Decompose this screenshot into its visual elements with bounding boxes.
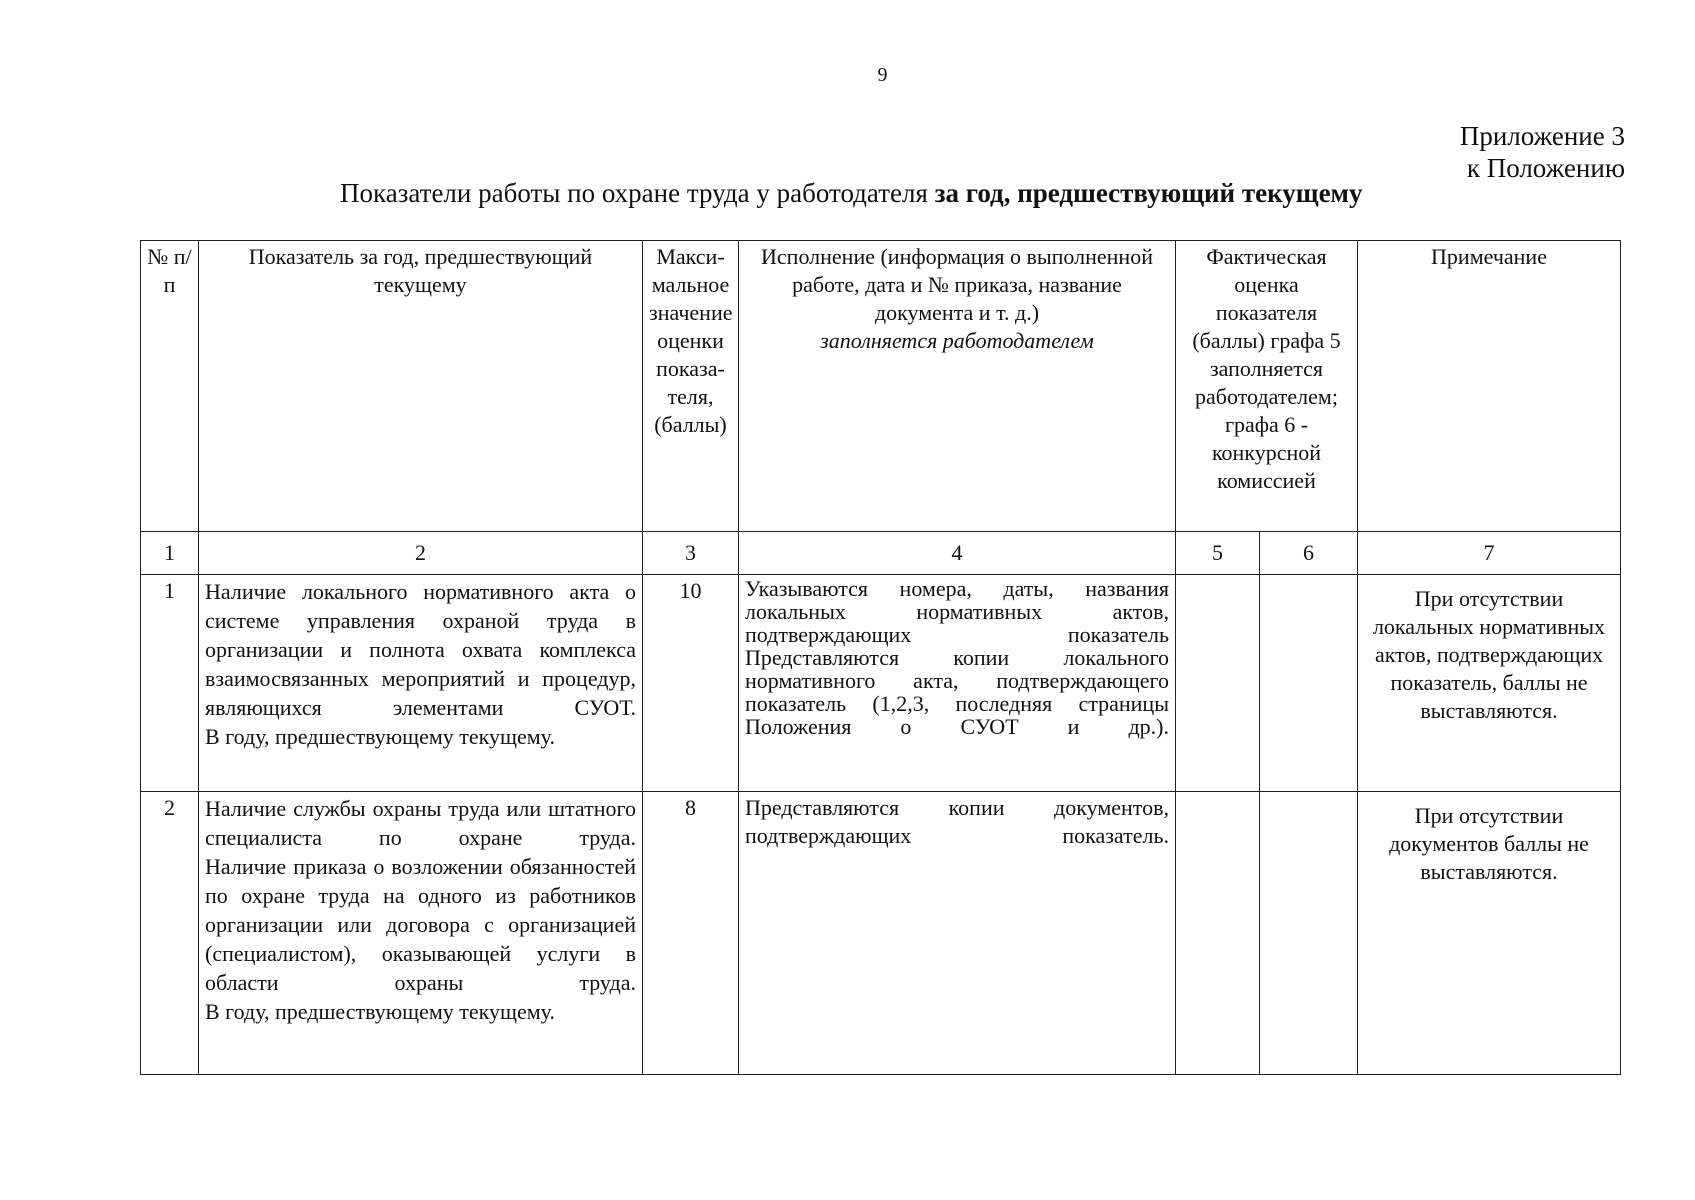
document-title	[340, 178, 1362, 209]
indicator-paragraph: В году, предшествующему текущему.	[205, 724, 555, 749]
row-col6-score	[1260, 792, 1358, 1075]
row-indicator	[199, 575, 643, 792]
row-num: 1	[141, 575, 199, 792]
table-row	[141, 792, 1621, 1075]
row-num: 2	[141, 792, 199, 1075]
column-number: 5	[1176, 532, 1260, 575]
appendix-line-1: Приложение 3	[1459, 121, 1625, 151]
title-normal: Показатели работы по охране труда у работодателя	[340, 178, 935, 208]
header-actual-score: Фактическая оценка показателя (баллы) графа 5 заполняется работодателем; графа 6 - конкурсной комиссией	[1176, 241, 1358, 532]
indicator-paragraph: В году, предшествующему текущему.	[205, 999, 555, 1024]
header-execution-italic: заполняется работодателем	[820, 328, 1094, 353]
indicator-paragraph: Наличие локального нормативного акта о системе управления охраной труда в организации и полнота охвата комплекса взаимосвязанных мероприятий и процедур, являющихся элементами СУОТ.	[205, 579, 636, 720]
column-number: 1	[141, 532, 199, 575]
row-col5-score	[1176, 792, 1260, 1075]
row-note: При отсутствии локальных нормативных актов, подтверждающих показатель, баллы не выставляются.	[1358, 575, 1621, 792]
header-indicator: Показатель за год, предшествующий текущему	[199, 241, 643, 532]
row-max-score: 8	[643, 792, 739, 1075]
indicator-paragraph: Наличие службы охраны труда или штатного специалиста по охране труда.	[205, 796, 636, 850]
row-indicator	[199, 792, 643, 1075]
row-max-score: 10	[643, 575, 739, 792]
header-note: Примечание	[1358, 241, 1621, 532]
row-col6-score	[1260, 575, 1358, 792]
column-number-row	[141, 532, 1621, 575]
column-number: 2	[199, 532, 643, 575]
indicator-paragraph: Наличие приказа о возложении обязанностей по охране труда на одного из работников организации или договора с организацией (специалистом), оказывающей услуги в области охраны труда.	[205, 854, 636, 995]
header-execution	[739, 241, 1176, 532]
header-max: Макси-мальное значение оценки показа-теля, (баллы)	[643, 241, 739, 532]
row-col5-score	[1176, 575, 1260, 792]
column-number: 7	[1358, 532, 1621, 575]
column-number: 3	[643, 532, 739, 575]
column-number: 6	[1260, 532, 1358, 575]
table-row	[141, 575, 1621, 792]
appendix-label	[1460, 120, 1625, 184]
header-num: № п/п	[141, 241, 199, 532]
row-execution: Представляются копии документов, подтверждающих показатель.	[739, 792, 1176, 1075]
indicators-table	[140, 240, 1621, 1075]
header-execution-main: Исполнение (информация о выполненной работе, дата и № приказа, название документа и т. д.)	[761, 244, 1153, 325]
appendix-line-2: к Положению	[1466, 153, 1625, 183]
header-row	[141, 241, 1621, 532]
column-number: 4	[739, 532, 1176, 575]
title-bold: за год, предшествующий текущему	[934, 178, 1363, 208]
page-number: 9	[877, 64, 888, 86]
row-execution: Указываются номера, даты, названия локальных нормативных актов, подтверждающих показатель Представляются копии локального нормативного акта, подтверждающего показатель (1,2,3, последняя страницы Положения о СУОТ и др.).	[739, 575, 1176, 792]
row-note: При отсутствии документов баллы не выставляются.	[1358, 792, 1621, 1075]
